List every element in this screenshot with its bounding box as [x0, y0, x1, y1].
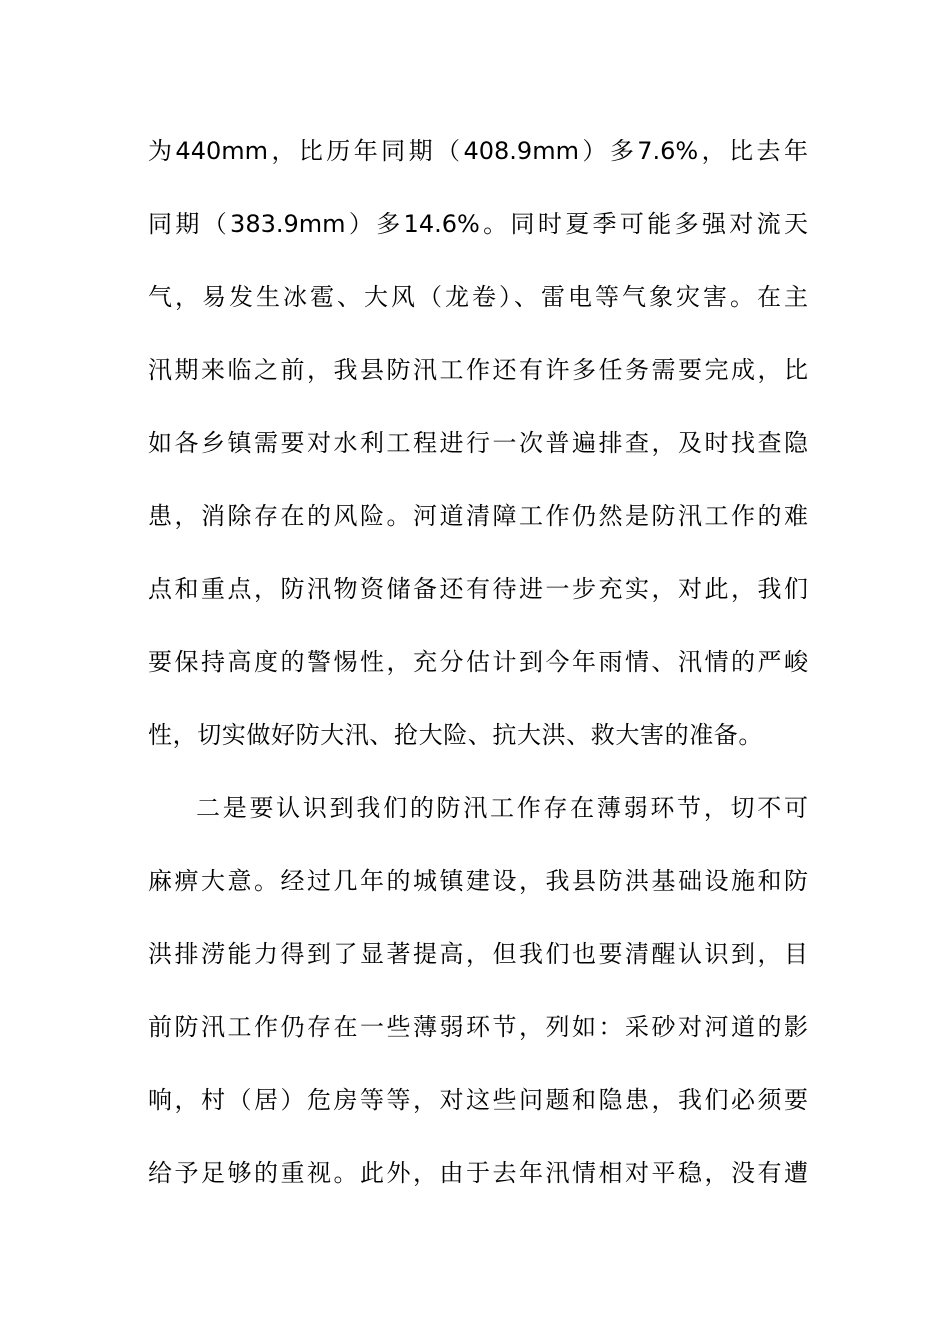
paragraph-start-line: 二是要认识到我们的防汛工作存在薄弱环节，切不可	[196, 794, 808, 822]
text-line: 患，消除存在的风险。河道清障工作仍然是防汛工作的难	[148, 502, 808, 530]
text-line: 如各乡镇需要对水利工程进行一次普遍排查，及时找查隐	[148, 429, 808, 457]
text-line: 气，易发生冰雹、大风（龙卷）、雷电等气象灾害。在主	[148, 283, 808, 311]
text-line: 给予足够的重视。此外，由于去年汛情相对平稳，没有遭	[148, 1159, 808, 1187]
text-line: 前防汛工作仍存在一些薄弱环节，列如：采砂对河道的影	[148, 1013, 808, 1041]
body-text	[148, 128, 808, 1223]
text-line: 性，切实做好防大汛、抢大险、抗大洪、救大害的准备。	[148, 721, 763, 749]
text-line: 洪排涝能力得到了显著提高，但我们也要清醒认识到，目	[148, 940, 808, 968]
text-line: 汛期来临之前，我县防汛工作还有许多任务需要完成，比	[148, 356, 808, 384]
text-line: 要保持高度的警惕性，充分估计到今年雨情、汛情的严峻	[148, 648, 808, 676]
text-line: 同期（383.9mm）多14.6%。同时夏季可能多强对流天	[148, 210, 808, 238]
text-line: 响，村（居）危房等等，对这些问题和隐患，我们必须要	[148, 1086, 808, 1114]
text-line: 麻痹大意。经过几年的城镇建设，我县防洪基础设施和防	[148, 867, 808, 895]
text-line: 为440mm，比历年同期（408.9mm）多7.6%，比去年	[148, 137, 808, 165]
text-line: 点和重点，防汛物资储备还有待进一步充实，对此，我们	[148, 575, 808, 603]
